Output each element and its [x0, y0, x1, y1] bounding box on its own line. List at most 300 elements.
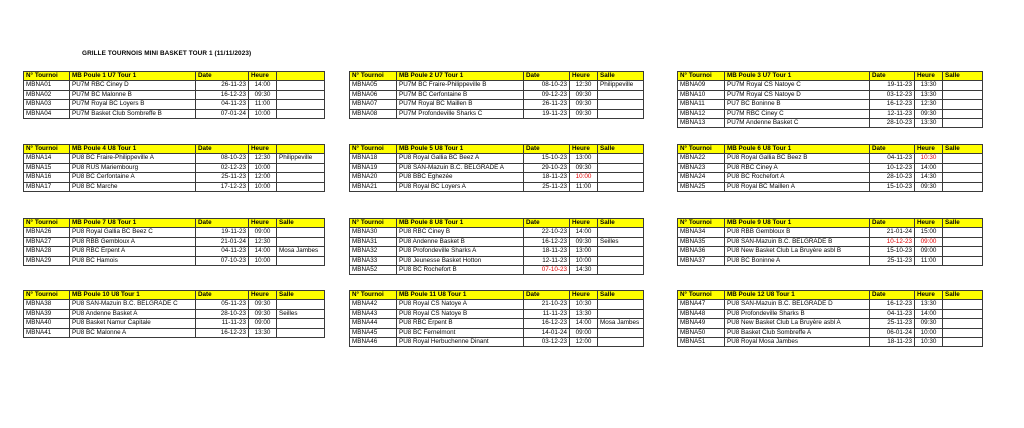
team-name: PU8 New Basket Club La Bruyère asbl B — [725, 247, 870, 256]
match-date: 16-12-23 — [524, 237, 570, 246]
table-row — [678, 163, 983, 172]
table-row — [350, 237, 644, 246]
match-salle — [277, 100, 325, 109]
header-row — [350, 219, 644, 228]
table-row — [678, 328, 983, 337]
match-heure: 12:00 — [249, 173, 277, 182]
match-heure: 12:30 — [915, 100, 943, 109]
header-tournoi: N° Tournoi — [350, 72, 397, 81]
match-heure: 14:00 — [915, 163, 943, 172]
team-name: PU7M BC Cerfontaine B — [397, 90, 524, 99]
match-heure: 11:00 — [915, 256, 943, 265]
team-name: PU8 Royal Gallia BC Beez B — [725, 154, 870, 163]
match-salle — [277, 228, 325, 237]
header-salle: Salle — [598, 72, 644, 81]
match-date: 16-12-23 — [870, 300, 915, 309]
team-name: PU8 BC Rochefort B — [397, 266, 524, 275]
header-salle: Salle — [943, 72, 983, 81]
team-name: PU8 Royal BC Loyers A — [397, 182, 524, 191]
team-name: PU7M Royal CS Natoye C — [725, 81, 870, 90]
table-row — [678, 109, 983, 118]
match-date: 09-12-23 — [524, 90, 570, 99]
match-salle — [598, 266, 644, 275]
tournoi-code: MBNA48 — [678, 309, 725, 318]
match-salle — [598, 182, 644, 191]
match-salle — [943, 300, 983, 309]
match-date: 21-10-23 — [524, 300, 570, 309]
header-date: Date — [196, 291, 249, 300]
match-heure: 13:30 — [915, 300, 943, 309]
header-date: Date — [196, 219, 249, 228]
team-name: PU8 SAN-Mazuin B.C. BELGRADE D — [725, 300, 870, 309]
header-tournoi: N° Tournoi — [678, 291, 725, 300]
match-date: 02-12-23 — [196, 163, 249, 172]
header-tournoi: N° Tournoi — [350, 219, 397, 228]
table-row — [24, 309, 325, 318]
match-salle — [277, 173, 325, 182]
table-row — [350, 256, 644, 265]
tournoi-code: MBNA22 — [678, 154, 725, 163]
match-heure: 15:00 — [915, 228, 943, 237]
team-name: PU8 Profondeville Sharks B — [725, 309, 870, 318]
match-salle — [943, 247, 983, 256]
tournoi-code: MBNA50 — [678, 328, 725, 337]
header-tournoi: N° Tournoi — [350, 291, 397, 300]
header-heure: Heure — [570, 291, 598, 300]
match-date: 11-11-23 — [196, 319, 249, 328]
match-salle: Philippeville — [277, 154, 325, 163]
header-row — [678, 291, 983, 300]
match-salle — [943, 256, 983, 265]
poule-table — [677, 290, 983, 347]
poule-table — [23, 290, 325, 338]
match-salle — [943, 90, 983, 99]
table-row — [678, 319, 983, 328]
poule-table — [677, 71, 983, 128]
match-heure: 09:30 — [570, 237, 598, 246]
match-date: 15-10-23 — [870, 182, 915, 191]
tournoi-code: MBNA51 — [678, 338, 725, 347]
match-heure: 12:30 — [249, 237, 277, 246]
match-date: 28-10-23 — [870, 119, 915, 128]
table-row — [678, 300, 983, 309]
poule-table — [349, 290, 644, 347]
match-heure: 10:00 — [570, 173, 598, 182]
match-salle: Seilles — [598, 237, 644, 246]
header-tournoi: N° Tournoi — [678, 72, 725, 81]
match-heure: 09:30 — [249, 90, 277, 99]
tournoi-code: MBNA26 — [24, 228, 70, 237]
match-salle: Seilles — [277, 309, 325, 318]
match-date: 04-11-23 — [870, 154, 915, 163]
tournoi-code: MBNA47 — [678, 300, 725, 309]
header-row — [678, 145, 983, 154]
team-name: PU8 RBB Gembloux B — [725, 228, 870, 237]
header-tournoi: N° Tournoi — [24, 72, 70, 81]
poule-name: MB Poule 12 U8 Tour 1 — [725, 291, 870, 300]
poule-name: MB Poule 2 U7 Tour 1 — [397, 72, 524, 81]
match-salle — [943, 154, 983, 163]
tournoi-code: MBNA33 — [350, 256, 397, 265]
team-name: PU8 BC Rochefort A — [725, 173, 870, 182]
header-date: Date — [524, 291, 570, 300]
match-heure: 12:30 — [249, 154, 277, 163]
match-date: 16-12-23 — [870, 100, 915, 109]
header-heure: Heure — [570, 145, 598, 154]
match-heure: 11:00 — [570, 182, 598, 191]
tournoi-code: MBNA03 — [24, 100, 70, 109]
table-row — [24, 81, 325, 90]
match-salle — [598, 173, 644, 182]
match-date: 10-12-23 — [870, 163, 915, 172]
team-name: PU7M Andenne Basket C — [725, 119, 870, 128]
match-salle — [943, 319, 983, 328]
match-date: 04-11-23 — [870, 309, 915, 318]
team-name: PU8 Royal CS Natoye A — [397, 300, 524, 309]
match-heure: 10:00 — [249, 256, 277, 265]
tournoi-code: MBNA25 — [678, 182, 725, 191]
match-heure: 14:00 — [915, 309, 943, 318]
match-salle — [598, 309, 644, 318]
match-date: 16-12-23 — [196, 328, 249, 337]
team-name: PU8 RBC Ciney A — [725, 163, 870, 172]
table-row — [678, 90, 983, 99]
match-salle — [598, 154, 644, 163]
table-row — [24, 300, 325, 309]
team-name: PU8 BC Boninne A — [725, 256, 870, 265]
header-salle: Salle — [598, 219, 644, 228]
table-row — [678, 182, 983, 191]
tournoi-code: MBNA45 — [350, 328, 397, 337]
poule-name: MB Poule 9 U8 Tour 1 — [725, 219, 870, 228]
match-heure: 10:30 — [915, 154, 943, 163]
header-heure: Heure — [915, 145, 943, 154]
header-row — [678, 219, 983, 228]
header-empty — [277, 145, 325, 154]
match-salle — [277, 256, 325, 265]
match-salle — [943, 309, 983, 318]
match-heure: 09:30 — [249, 309, 277, 318]
table-row — [350, 154, 644, 163]
table-row — [678, 173, 983, 182]
table-row — [350, 266, 644, 275]
team-name: PU8 Andenne Basket A — [70, 309, 196, 318]
tournoi-code: MBNA37 — [678, 256, 725, 265]
match-heure: 09:30 — [570, 100, 598, 109]
match-salle — [277, 300, 325, 309]
match-heure: 14:30 — [570, 266, 598, 275]
match-date: 19-11-23 — [870, 81, 915, 90]
header-row — [350, 72, 644, 81]
tournoi-code: MBNA23 — [678, 163, 725, 172]
table-row — [678, 228, 983, 237]
poule-name: MB Poule 7 U8 Tour 1 — [70, 219, 196, 228]
match-salle — [943, 173, 983, 182]
match-date: 22-10-23 — [524, 228, 570, 237]
match-salle — [277, 109, 325, 118]
table-row — [24, 90, 325, 99]
tournoi-code: MBNA06 — [350, 90, 397, 99]
match-salle: Philippeville — [598, 81, 644, 90]
tournoi-code: MBNA04 — [24, 109, 70, 118]
table-row — [24, 173, 325, 182]
tournoi-code: MBNA18 — [350, 154, 397, 163]
tournoi-code: MBNA08 — [350, 109, 397, 118]
table-row — [24, 247, 325, 256]
team-name: PU8 RUS Mariembourg — [70, 163, 196, 172]
table-row — [678, 309, 983, 318]
team-name: PU7M BC Fraire-Philippeville B — [397, 81, 524, 90]
header-row — [678, 72, 983, 81]
match-salle — [943, 237, 983, 246]
match-heure: 11:00 — [249, 100, 277, 109]
match-date: 28-10-23 — [870, 173, 915, 182]
match-salle — [943, 328, 983, 337]
table-row — [350, 173, 644, 182]
tournoi-code: MBNA01 — [24, 81, 70, 90]
team-name: PU7M Profondeville Sharks C — [397, 109, 524, 118]
table-row — [24, 182, 325, 191]
match-heure: 13:00 — [570, 154, 598, 163]
match-heure: 14:00 — [249, 81, 277, 90]
tournoi-code: MBNA41 — [24, 328, 70, 337]
team-name: PU7M Basket Club Sombreffe B — [70, 109, 196, 118]
table-row — [24, 228, 325, 237]
match-date: 03-12-23 — [870, 90, 915, 99]
tournoi-code: MBNA12 — [678, 109, 725, 118]
match-salle — [277, 182, 325, 191]
header-date: Date — [870, 291, 915, 300]
team-name: PU8 BC Hamois — [70, 256, 196, 265]
tournoi-code: MBNA38 — [24, 300, 70, 309]
poule-name: MB Poule 8 U8 Tour 1 — [397, 219, 524, 228]
match-salle — [598, 247, 644, 256]
match-heure: 14:00 — [570, 319, 598, 328]
table-row — [678, 247, 983, 256]
match-salle — [943, 100, 983, 109]
match-date: 14-01-24 — [524, 328, 570, 337]
match-heure: 09:30 — [570, 163, 598, 172]
match-heure: 12:00 — [570, 338, 598, 347]
table-row — [350, 247, 644, 256]
table-row — [350, 300, 644, 309]
match-date: 04-11-23 — [196, 100, 249, 109]
tournoi-code: MBNA35 — [678, 237, 725, 246]
header-salle: Salle — [277, 219, 325, 228]
tournoi-code: MBNA13 — [678, 119, 725, 128]
table-row — [350, 182, 644, 191]
match-date: 18-11-23 — [524, 247, 570, 256]
team-name: PU8 Royal Herbuchenne Dinant — [397, 338, 524, 347]
tournoi-code: MBNA24 — [678, 173, 725, 182]
match-date: 18-11-23 — [870, 338, 915, 347]
header-salle: Salle — [277, 291, 325, 300]
match-date: 17-12-23 — [196, 182, 249, 191]
tournoi-code: MBNA42 — [350, 300, 397, 309]
match-salle — [598, 100, 644, 109]
match-date: 08-10-23 — [524, 81, 570, 90]
match-salle — [598, 90, 644, 99]
match-date: 19-11-23 — [196, 228, 249, 237]
table-row — [350, 100, 644, 109]
table-row — [350, 163, 644, 172]
match-heure: 09:30 — [249, 300, 277, 309]
team-name: PU8 Royal BC Maillen A — [725, 182, 870, 191]
match-date: 21-01-24 — [870, 228, 915, 237]
header-salle: Salle — [598, 291, 644, 300]
header-date: Date — [870, 72, 915, 81]
tournoi-code: MBNA31 — [350, 237, 397, 246]
match-date: 16-12-23 — [196, 90, 249, 99]
header-tournoi: N° Tournoi — [350, 145, 397, 154]
match-date: 29-10-23 — [524, 163, 570, 172]
header-heure: Heure — [249, 291, 277, 300]
poule-name: MB Poule 1 U7 Tour 1 — [70, 72, 196, 81]
match-heure: 09:00 — [915, 237, 943, 246]
match-date: 26-11-23 — [196, 81, 249, 90]
header-row — [24, 72, 325, 81]
match-salle — [598, 109, 644, 118]
match-salle — [943, 109, 983, 118]
tournoi-code: MBNA02 — [24, 90, 70, 99]
team-name: PU7M RBC Ciney D — [70, 81, 196, 90]
team-name: PU8 BC Malonne A — [70, 328, 196, 337]
match-salle — [277, 163, 325, 172]
match-heure: 14:00 — [570, 228, 598, 237]
match-salle — [598, 338, 644, 347]
team-name: PU8 Profondeville Sharks A — [397, 247, 524, 256]
match-date: 21-01-24 — [196, 237, 249, 246]
header-salle: Salle — [943, 291, 983, 300]
match-date: 28-10-23 — [196, 309, 249, 318]
team-name: PU8 Royal Mosa Jambes — [725, 338, 870, 347]
table-row — [24, 163, 325, 172]
header-row — [350, 145, 644, 154]
match-date: 12-11-23 — [870, 109, 915, 118]
table-row — [350, 338, 644, 347]
tournoi-code: MBNA40 — [24, 319, 70, 328]
match-salle — [598, 163, 644, 172]
header-date: Date — [196, 145, 249, 154]
match-heure: 09:30 — [915, 319, 943, 328]
tournoi-code: MBNA05 — [350, 81, 397, 90]
match-heure: 09:00 — [249, 228, 277, 237]
header-date: Date — [870, 145, 915, 154]
match-date: 05-11-23 — [196, 300, 249, 309]
table-row — [24, 237, 325, 246]
match-date: 15-10-23 — [870, 247, 915, 256]
match-salle — [277, 81, 325, 90]
table-row — [24, 100, 325, 109]
tournoi-code: MBNA39 — [24, 309, 70, 318]
poule-table — [349, 218, 644, 275]
header-salle: Salle — [943, 219, 983, 228]
match-date: 07-01-24 — [196, 109, 249, 118]
match-salle: Mosa Jambes — [277, 247, 325, 256]
header-tournoi: N° Tournoi — [24, 145, 70, 154]
match-heure: 13:30 — [249, 328, 277, 337]
match-date: 25-11-23 — [870, 319, 915, 328]
match-heure: 10:00 — [249, 163, 277, 172]
table-row — [24, 328, 325, 337]
match-date: 18-11-23 — [524, 173, 570, 182]
header-row — [350, 291, 644, 300]
poule-name: MB Poule 11 U8 Tour 1 — [397, 291, 524, 300]
match-salle — [277, 319, 325, 328]
match-salle — [943, 338, 983, 347]
team-name: PU8 BBC Eghezée — [397, 173, 524, 182]
table-row — [678, 338, 983, 347]
match-heure: 10:00 — [915, 328, 943, 337]
header-tournoi: N° Tournoi — [24, 291, 70, 300]
header-date: Date — [524, 219, 570, 228]
tournoi-code: MBNA19 — [350, 163, 397, 172]
match-heure: 09:30 — [570, 90, 598, 99]
header-tournoi: N° Tournoi — [678, 145, 725, 154]
match-date: 19-11-23 — [524, 109, 570, 118]
team-name: PU8 Royal CS Natoye B — [397, 309, 524, 318]
tournoi-code: MBNA07 — [350, 100, 397, 109]
match-heure: 13:00 — [570, 247, 598, 256]
header-row — [24, 291, 325, 300]
header-row — [24, 219, 325, 228]
match-date: 25-11-23 — [524, 182, 570, 191]
team-name: PU8 RBC Erpent A — [70, 247, 196, 256]
table-row — [350, 81, 644, 90]
poule-name: MB Poule 3 U7 Tour 1 — [725, 72, 870, 81]
team-name: PU8 Jeunesse Basket Hotton — [397, 256, 524, 265]
team-name: PU8 RBC Ciney B — [397, 228, 524, 237]
header-date: Date — [196, 72, 249, 81]
match-heure: 10:30 — [915, 338, 943, 347]
tournoi-code: MBNA30 — [350, 228, 397, 237]
match-heure: 13:30 — [915, 81, 943, 90]
tournoi-code: MBNA14 — [24, 154, 70, 163]
team-name: PU7M Royal CS Natoye D — [725, 90, 870, 99]
table-row — [350, 328, 644, 337]
match-date: 25-11-23 — [196, 173, 249, 182]
header-heure: Heure — [915, 219, 943, 228]
header-date: Date — [870, 219, 915, 228]
tournoi-code: MBNA11 — [678, 100, 725, 109]
table-row — [350, 309, 644, 318]
match-salle — [598, 256, 644, 265]
team-name: PU7M RBC Ciney C — [725, 109, 870, 118]
match-heure: 09:30 — [915, 109, 943, 118]
tournoi-code: MBNA43 — [350, 309, 397, 318]
match-salle — [277, 237, 325, 246]
header-heure: Heure — [249, 72, 277, 81]
team-name: PU7M Royal BC Maillen B — [397, 100, 524, 109]
header-empty — [277, 72, 325, 81]
header-heure: Heure — [249, 219, 277, 228]
poule-name: MB Poule 10 U8 Tour 1 — [70, 291, 196, 300]
table-row — [24, 319, 325, 328]
match-heure: 09:30 — [570, 109, 598, 118]
match-date: 07-10-23 — [196, 256, 249, 265]
poule-table — [23, 71, 325, 119]
tournoi-code: MBNA32 — [350, 247, 397, 256]
match-heure: 14:00 — [249, 247, 277, 256]
match-heure: 09:00 — [570, 328, 598, 337]
match-date: 15-10-23 — [524, 154, 570, 163]
poule-table — [677, 144, 983, 192]
match-heure: 09:30 — [915, 182, 943, 191]
poule-table — [677, 218, 983, 266]
header-heure: Heure — [570, 219, 598, 228]
match-date: 11-11-23 — [524, 309, 570, 318]
match-salle — [943, 228, 983, 237]
